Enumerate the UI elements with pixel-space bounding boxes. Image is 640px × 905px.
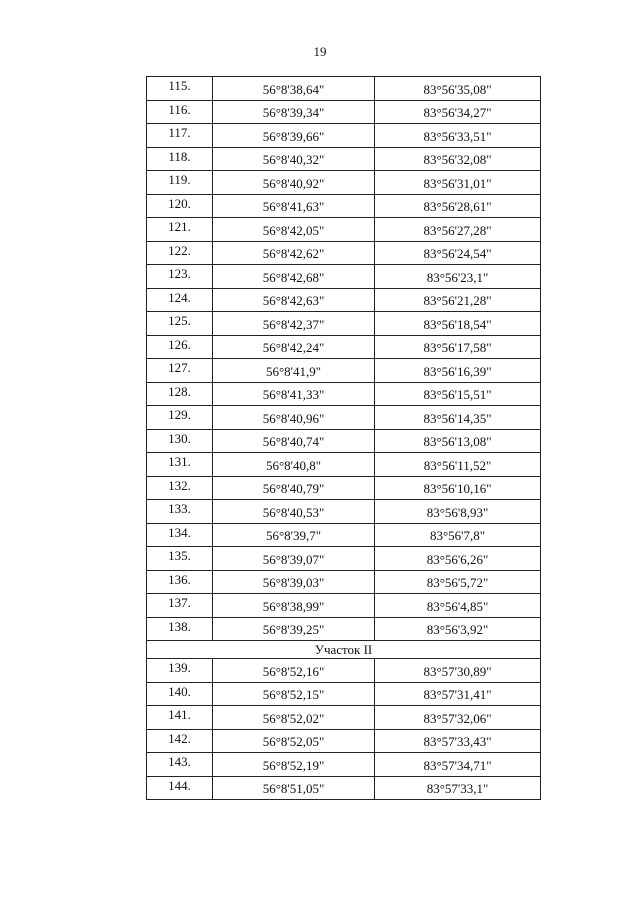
point-number: 119.: [147, 171, 213, 195]
latitude-cell: 56°8'41,63": [213, 194, 375, 218]
latitude-cell: 56°8'39,66": [213, 124, 375, 148]
table-row: [147, 77, 541, 101]
longitude-cell: 83°56'3,92": [375, 617, 541, 641]
longitude-cell: 83°56'31,01": [375, 171, 541, 195]
longitude-cell: 83°56'15,51": [375, 382, 541, 406]
table-row: [147, 359, 541, 383]
longitude-cell: 83°56'32,08": [375, 147, 541, 171]
longitude-cell: 83°56'34,27": [375, 100, 541, 124]
latitude-cell: 56°8'42,24": [213, 335, 375, 359]
latitude-cell: 56°8'40,8": [213, 453, 375, 477]
point-number: 144.: [147, 776, 213, 800]
point-number: 120.: [147, 194, 213, 218]
point-number: 142.: [147, 729, 213, 753]
longitude-cell: 83°56'27,28": [375, 218, 541, 242]
point-number: 139.: [147, 659, 213, 683]
point-number: 137.: [147, 594, 213, 618]
table-row: [147, 682, 541, 706]
longitude-cell: 83°56'10,16": [375, 476, 541, 500]
latitude-cell: 56°8'52,02": [213, 706, 375, 730]
latitude-cell: 56°8'40,32": [213, 147, 375, 171]
longitude-cell: 83°56'14,35": [375, 406, 541, 430]
latitude-cell: 56°8'39,25": [213, 617, 375, 641]
longitude-cell: 83°57'33,43": [375, 729, 541, 753]
longitude-cell: 83°56'5,72": [375, 570, 541, 594]
longitude-cell: 83°56'18,54": [375, 312, 541, 336]
longitude-cell: 83°56'33,51": [375, 124, 541, 148]
point-number: 141.: [147, 706, 213, 730]
point-number: 116.: [147, 100, 213, 124]
latitude-cell: 56°8'41,33": [213, 382, 375, 406]
latitude-cell: 56°8'42,68": [213, 265, 375, 289]
longitude-cell: 83°56'23,1": [375, 265, 541, 289]
table-row: [147, 500, 541, 524]
table-row: [147, 194, 541, 218]
point-number: 135.: [147, 547, 213, 571]
table-row: [147, 659, 541, 683]
longitude-cell: 83°56'17,58": [375, 335, 541, 359]
latitude-cell: 56°8'42,05": [213, 218, 375, 242]
latitude-cell: 56°8'38,64": [213, 77, 375, 101]
table-row: [147, 147, 541, 171]
longitude-cell: 83°57'34,71": [375, 753, 541, 777]
point-number: 140.: [147, 682, 213, 706]
latitude-cell: 56°8'52,05": [213, 729, 375, 753]
longitude-cell: 83°56'8,93": [375, 500, 541, 524]
point-number: 127.: [147, 359, 213, 383]
point-number: 134.: [147, 523, 213, 547]
point-number: 124.: [147, 288, 213, 312]
longitude-cell: 83°56'13,08": [375, 429, 541, 453]
table-row: [147, 594, 541, 618]
table-row: [147, 753, 541, 777]
latitude-cell: 56°8'52,16": [213, 659, 375, 683]
point-number: 115.: [147, 77, 213, 101]
point-number: 132.: [147, 476, 213, 500]
latitude-cell: 56°8'39,07": [213, 547, 375, 571]
table-row: [147, 617, 541, 641]
table-row: [147, 124, 541, 148]
latitude-cell: 56°8'39,7": [213, 523, 375, 547]
longitude-cell: 83°56'24,54": [375, 241, 541, 265]
latitude-cell: 56°8'39,34": [213, 100, 375, 124]
latitude-cell: 56°8'52,15": [213, 682, 375, 706]
table-row: [147, 776, 541, 800]
longitude-cell: 83°56'16,39": [375, 359, 541, 383]
table-row: [147, 288, 541, 312]
latitude-cell: 56°8'38,99": [213, 594, 375, 618]
latitude-cell: 56°8'51,05": [213, 776, 375, 800]
point-number: 123.: [147, 265, 213, 289]
page-number: 19: [313, 44, 327, 59]
section-row: [147, 641, 541, 659]
longitude-cell: 83°57'33,1": [375, 776, 541, 800]
point-number: 129.: [147, 406, 213, 430]
table-row: [147, 171, 541, 195]
latitude-cell: 56°8'52,19": [213, 753, 375, 777]
point-number: 118.: [147, 147, 213, 171]
table-row: [147, 429, 541, 453]
point-number: 131.: [147, 453, 213, 477]
longitude-cell: 83°56'35,08": [375, 77, 541, 101]
longitude-cell: 83°56'7,8": [375, 523, 541, 547]
longitude-cell: 83°57'30,89": [375, 659, 541, 683]
latitude-cell: 56°8'42,63": [213, 288, 375, 312]
table-row: [147, 382, 541, 406]
table-row: [147, 453, 541, 477]
table-row: [147, 729, 541, 753]
table-row: [147, 265, 541, 289]
table-row: [147, 241, 541, 265]
coordinates-table: [146, 76, 541, 800]
latitude-cell: 56°8'40,79": [213, 476, 375, 500]
table-row: [147, 547, 541, 571]
table-row: [147, 406, 541, 430]
longitude-cell: 83°56'6,26": [375, 547, 541, 571]
latitude-cell: 56°8'40,74": [213, 429, 375, 453]
table-row: [147, 335, 541, 359]
latitude-cell: 56°8'42,37": [213, 312, 375, 336]
longitude-cell: 83°56'28,61": [375, 194, 541, 218]
latitude-cell: 56°8'42,62": [213, 241, 375, 265]
point-number: 133.: [147, 500, 213, 524]
longitude-cell: 83°56'4,85": [375, 594, 541, 618]
longitude-cell: 83°56'21,28": [375, 288, 541, 312]
table-row: [147, 706, 541, 730]
point-number: 136.: [147, 570, 213, 594]
section-label: Участок II: [147, 641, 541, 659]
table-row: [147, 218, 541, 242]
table-row: [147, 312, 541, 336]
point-number: 138.: [147, 617, 213, 641]
latitude-cell: 56°8'40,92": [213, 171, 375, 195]
table-row: [147, 570, 541, 594]
point-number: 125.: [147, 312, 213, 336]
point-number: 130.: [147, 429, 213, 453]
point-number: 128.: [147, 382, 213, 406]
longitude-cell: 83°57'32,06": [375, 706, 541, 730]
longitude-cell: 83°56'11,52": [375, 453, 541, 477]
latitude-cell: 56°8'39,03": [213, 570, 375, 594]
latitude-cell: 56°8'40,96": [213, 406, 375, 430]
point-number: 143.: [147, 753, 213, 777]
latitude-cell: 56°8'41,9": [213, 359, 375, 383]
point-number: 121.: [147, 218, 213, 242]
point-number: 117.: [147, 124, 213, 148]
table-row: [147, 100, 541, 124]
table-row: [147, 523, 541, 547]
longitude-cell: 83°57'31,41": [375, 682, 541, 706]
table-row: [147, 476, 541, 500]
latitude-cell: 56°8'40,53": [213, 500, 375, 524]
point-number: 122.: [147, 241, 213, 265]
point-number: 126.: [147, 335, 213, 359]
